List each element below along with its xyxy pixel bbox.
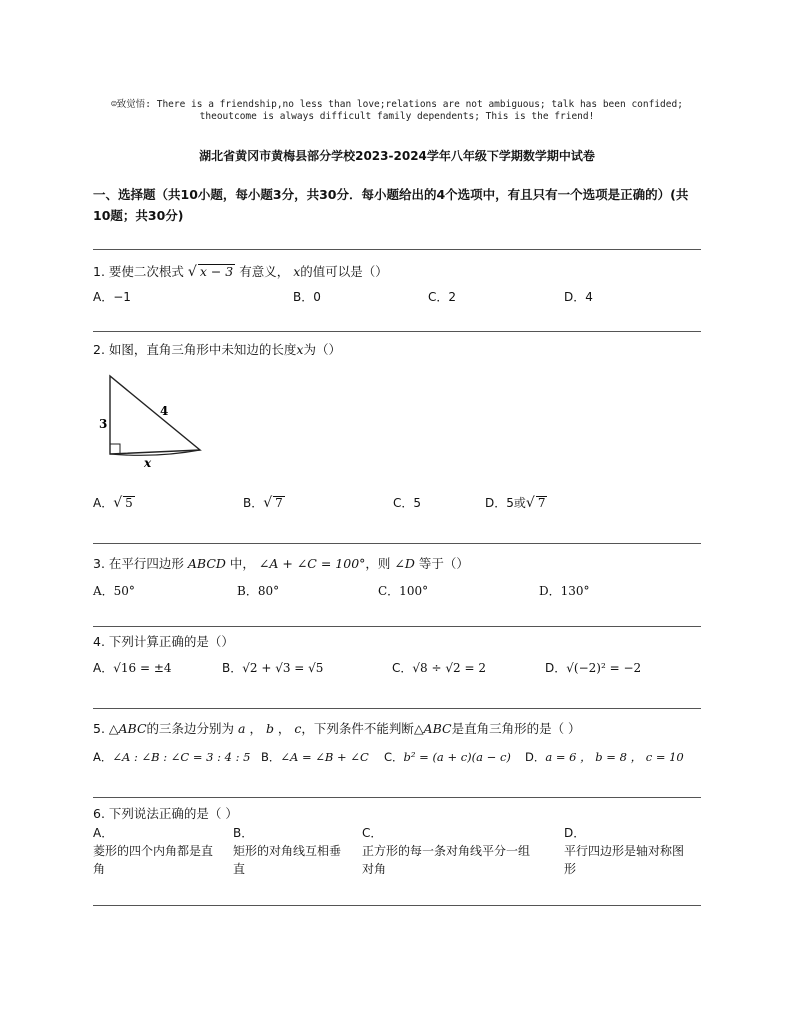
- q6-option-b[interactable]: B． 矩形的对角线互相垂 直: [233, 826, 342, 876]
- divider: [93, 543, 701, 544]
- q3-option-a[interactable]: A．50°: [93, 584, 135, 598]
- question-2: 2. 如图，直角三角形中未知边的长度x为（）: [93, 342, 341, 357]
- divider: [93, 708, 701, 709]
- q2-option-b[interactable]: B．√ 7: [243, 495, 283, 511]
- radicand: x − 3: [199, 264, 234, 279]
- q5-option-d[interactable]: D．a = 6 ， b = 8 ， c = 10: [525, 750, 684, 764]
- divider: [93, 249, 701, 250]
- q4-option-c[interactable]: C．√8 ÷ √2 = 2: [392, 661, 486, 675]
- q6-option-a[interactable]: A． 菱形的四个内角都是直 角: [93, 826, 214, 876]
- q1-option-a[interactable]: A．−1: [93, 290, 131, 304]
- q2-option-d[interactable]: D．5或√ 7: [485, 495, 546, 511]
- divider: [93, 626, 701, 627]
- triangle-shape: [110, 376, 200, 454]
- q1-option-c[interactable]: C．2: [428, 290, 457, 304]
- q2-option-a[interactable]: A．√ 5: [93, 495, 133, 511]
- q5-option-c[interactable]: C．b² = (a + c)(a − c): [384, 750, 511, 764]
- question-1: 1. 要使二次根式 √ x − 3 有意义， x的值可以是（）: [93, 264, 388, 280]
- side-label-x: x: [144, 456, 152, 470]
- q3-option-b[interactable]: B．80°: [237, 584, 280, 598]
- q3-option-d[interactable]: D．130°: [539, 584, 590, 598]
- radical-sign: √: [187, 264, 197, 280]
- divider: [93, 797, 701, 798]
- question-3: 3. 在平行四边形 ABCD 中， ∠A + ∠C = 100°，则 ∠D 等于（）: [93, 556, 469, 571]
- right-angle-mark: [110, 444, 120, 454]
- question-6: 6. 下列说法正确的是（ ）: [93, 806, 238, 821]
- divider: [93, 331, 701, 332]
- q6-option-d[interactable]: D． 平行四边形是轴对称图 形: [564, 826, 685, 876]
- q2-option-c[interactable]: C．5: [393, 496, 422, 510]
- q5-option-b[interactable]: B．∠A = ∠B + ∠C: [261, 750, 369, 764]
- q5-option-a[interactable]: A．∠A : ∠B : ∠C = 3 : 4 : 5: [93, 750, 251, 764]
- motto-line-2: theoutcome is always difficult family dependents; This is the friend!: [199, 111, 595, 122]
- exam-title: 湖北省黄冈市黄梅县部分学校2023-2024学年八年级下学期数学期中试卷: [199, 149, 595, 163]
- side-label-4: 4: [160, 404, 169, 418]
- right-triangle-figure: [96, 368, 206, 470]
- q1-option-d[interactable]: D．4: [564, 290, 593, 304]
- question-4: 4. 下列计算正确的是（）: [93, 634, 234, 649]
- q4-option-d[interactable]: D．√(−2)² = −2: [545, 661, 642, 675]
- q4-option-a[interactable]: A．√16 = ±4: [93, 661, 172, 675]
- side-label-3: 3: [99, 417, 108, 431]
- q1-option-b[interactable]: B．0: [293, 290, 321, 304]
- section-heading: 一、选择题（共10小题，每小题3分，共30分．每小题给出的4个选项中，有且只有一个选项是正确的）(共10题；共30分): [93, 187, 689, 223]
- divider: [93, 905, 701, 906]
- q6-option-c[interactable]: C． 正方形的每一条对角线平分一组 对角: [362, 826, 531, 876]
- motto-line-1: ☺致觉悟: There is a friendship,no less than love;relations are not ambiguous; talk has been confided;: [111, 99, 683, 110]
- q3-option-c[interactable]: C．100°: [378, 584, 429, 598]
- q4-option-b[interactable]: B．√2 + √3 = √5: [222, 661, 324, 675]
- question-5: 5. △ABC的三条边分别为 a ， b ， c，下列条件不能判断△ABC是直角三角形的是（ ）: [93, 721, 581, 736]
